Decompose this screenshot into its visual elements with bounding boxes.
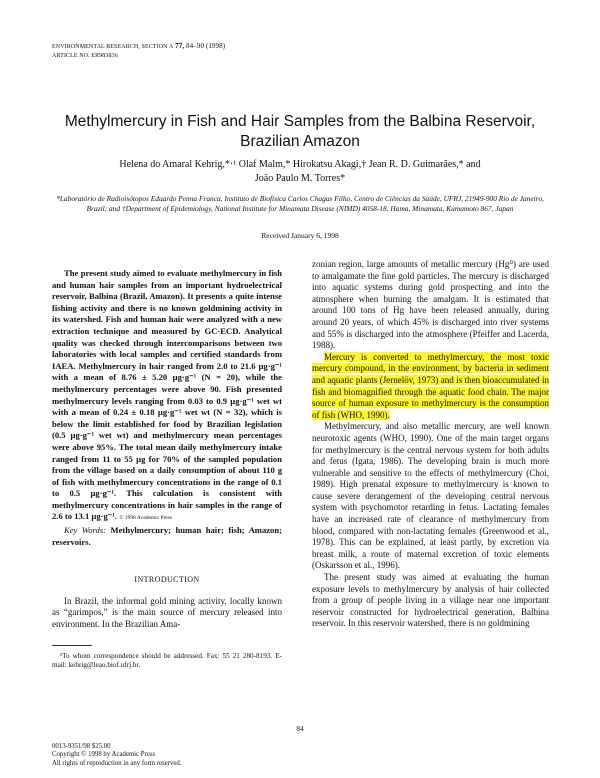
correspondence-footnote: ¹To whom correspondence should be addressed. Fax: 55 21 280-8193. E-mail: kehrig@leao.biof.ufrj.br. (52, 651, 282, 670)
journal-header (52, 42, 225, 61)
keywords-text: Methylmercury; human hair; fish; Amazon; reservoirs. (52, 525, 282, 547)
body-paragraph-2-highlighted (312, 352, 549, 422)
rights-reserved: All rights of reproduction in any form reserved. (52, 759, 182, 767)
body-paragraph-3: Methylmercury, and also metallic mercury, are well known neurotoxic agents (WHO, 1990). One of the main target organs for methylmercury is the central nervous system for both adults and fetus (Igata, 1986). The developing brain is much more vulnerable and sensitive to the effects of methylmercury (Choi, 1989). High prenatal exposure to methylmercury is known to cause severe derangement of the developing central nervous system with psychomotor retarding in fetus. Lactating females have an increased rate of clearance of methylmercury from blood, compared with non-lactating females (Greenwood et al., 1978). This can be explained, at least partly, by excretion via breast milk, a route of maternal excretion of toxic elements (Oskarsson et al., 1996). (312, 421, 549, 571)
journal-citation (52, 42, 225, 52)
journal-pages: 84–90 (1998) (186, 42, 226, 50)
abstract (52, 268, 282, 525)
right-column (312, 259, 549, 630)
journal-volume: 77, (175, 42, 185, 50)
left-column (52, 268, 282, 671)
authors-line-1: Helena do Amaral Kehrig,*·¹ Olaf Malm,* Hirokatsu Akagi,† Jean R. D. Guimarães,* and (119, 159, 481, 170)
keywords (52, 525, 282, 548)
issn-price: 0013-9351/98 $25.00 (52, 743, 111, 750)
body-paragraph-4: The present study was aimed at evaluating the human exposure levels to methylmercury by analysis of hair collected from a group of people living in a village near one important reservoir constructed for hydroelectrical generation, Balbina reservoir. In this reservoir watershed, there is no goldmining (312, 572, 549, 629)
authors-line-2: João Paulo M. Torres* (254, 173, 346, 184)
author-list (70, 158, 530, 186)
article-number: ARTICLE NO. ER983836 (52, 53, 118, 59)
footnote-divider (52, 645, 92, 646)
title-line-2: Brazilian Amazon (240, 133, 360, 150)
affiliations: *Laboratório de Radioisótopos Eduardo Penna Franca, Instituto de Biofísica Carlos Chagas Filho, Centro de Ciências da Saúde, UFRJ, 21949-900 Rio de Janeiro, Brazil; and †Department of Epidemiology, National Institute for Minamata Disease (NIMD) 4058-18, Hama, Minamata, Kumamoto 867, Japan (56, 194, 544, 213)
keywords-label: Key Words: (64, 525, 107, 536)
intro-paragraph: In Brazil, the informal gold mining activity, locally known as “garimpos,” is the main source of mercury released into environment. In the Brazilian Ama- (52, 595, 282, 630)
journal-name: ENVIRONMENTAL RESEARCH, SECTION A (52, 44, 174, 50)
received-date: Received January 6, 1998 (261, 231, 339, 240)
body-paragraph-1: zonian region, large amounts of metallic mercury (Hg⁰) are used to amalgamate the fine gold particles. The mercury is discharged into aquatic systems during gold prospecting and into the atmosphere when burning the amalgam. It is estimated that around 100 tons of Hg have been released annually, during around 20 years, of which 45% is discharged into river systems and 55% is discharged into the atmosphere (Pfeiffer and Lacerda, 1988). (312, 259, 549, 351)
abstract-copyright: © 1998 Academic Press (119, 515, 173, 522)
section-heading-introduction: INTRODUCTION (134, 575, 200, 585)
abstract-text: The present study aimed to evaluate methylmercury in fish and human hair samples from an important hydroelectrical reservoir, Balbina (Brazil, Amazon). It presents a quite intense fishing activity and there is no known goldmining activity in its watershed. Fish and human hair were analyzed with a new extraction technique and measured by GC-ECD. Analytical quality was checked through intercomparisons between two laboratories with local samples and certified standards from IAEA. Methylmercury in hair ranged from 2.0 to 21.6 µg·g⁻¹ with a mean of 8.76 ± 5.20 µg·g⁻¹ (N = 20), while the methylmercury percentages were above 90. Fish presented methylmercury levels ranging from 0.03 to 0.9 µg·g⁻¹ wet wt with a mean of 0.24 ± 0.18 µg·g⁻¹ wet wt (N = 32), which is below the limit established for food by Brazilian legislation (0.5 µg·g⁻¹ wet wt) and methylmercury mean percentages were above 95%. The total mean daily methylmercury intake ranged from 11 to 55 µg for 70% of the sampled population from the village based on a daily consumption of about 110 g of fish with methylmercury concentrations in the range of 0.1 to 0.5 µg·g⁻¹. This calculation is consistent with methylmercury concentrations in hair samples in the range of 2.6 to 13.1 µg·g⁻¹. (52, 268, 282, 522)
page-number: 84 (296, 724, 304, 733)
title-line-1: Methylmercury in Fish and Hair Samples from the Balbina Reservoir, (64, 113, 536, 130)
copyright-holder: Copyright © 1998 by Academic Press (52, 751, 156, 759)
highlighted-text: Mercury is converted to methylmercury, the most toxic mercury compound, in the environment, by bacteria in sediment and aquatic plants (Jernelöv, 1973) and is then bioaccumulated in fish and biomagnified through the aquatic food chain. The major source of human exposure to methylmercury is the consumption of fish (WHO, 1990). (312, 351, 549, 420)
paper-title (40, 112, 560, 152)
copyright-notice (52, 743, 181, 768)
